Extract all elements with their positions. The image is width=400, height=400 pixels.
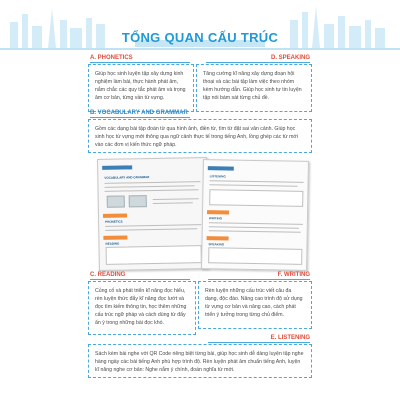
vocabulary-box: [88, 119, 312, 153]
workbook-page-left: [97, 157, 209, 271]
section-title-writing: F. WRITING: [277, 272, 310, 278]
phonetics-box: [88, 64, 194, 112]
speaking-box: [196, 64, 312, 112]
reading-rule: [90, 279, 190, 280]
preview-left-sub: PHONETICS: [105, 219, 123, 224]
workbook-page-right: [201, 159, 309, 271]
preview-left-sub2: READING: [105, 241, 120, 246]
section-title-vocabulary: B. VOCABULARY AND GRAMMAR: [90, 110, 188, 116]
writing-rule: [208, 279, 310, 280]
phonetics-rule: [90, 62, 190, 63]
listening-box: [88, 344, 312, 378]
section-title-speaking: D. SPEAKING: [270, 55, 310, 61]
writing-text: Rèn luyện những cấu trúc viết câu đa dạng, độc đáo. Nâng cao trình độ sử dụng từ vựng cơ bản và nâng cao, cách phát triển ý tưởng trong từng chủ điểm.: [205, 288, 303, 319]
phonetics-text: Giúp học sinh luyện tập xây dựng kinh nghiệm làm bài, thực hành phát âm, nắm chắc các quy tắc phát âm và trọng âm cơ bản, từng vần từ vựng.: [95, 71, 186, 102]
listening-rule: [208, 342, 310, 343]
writing-box: [198, 281, 312, 329]
preview-right-sub: WRITING: [208, 216, 222, 221]
header-banner: [0, 0, 400, 62]
vocabulary-text: Gồm các dạng bài tập đoán từ qua hình ảnh, điền từ, tìm từ đặt sai văn cảnh. Giúp học sinh học từ vựng mới thông qua ngữ cảnh thực tế trong tiếng Anh, lồng ghép các từ mới vào các đơn vị kiến thức ngữ pháp.: [95, 126, 298, 149]
speaking-text: Tăng cường kĩ năng xây dựng đoạn hội thoại và các bài tập làm việc theo nhóm kèm hướng dẫn. Giúp học sinh tự tin luyện tập nói bám sát từng chủ đề.: [203, 71, 302, 102]
preview-right-heading: LISTENING: [209, 174, 226, 179]
preview-right-sub2: SPEAKING: [208, 242, 225, 247]
preview-left-heading: VOCABULARY AND GRAMMAR: [104, 175, 150, 180]
section-title-reading: C. READING: [90, 272, 126, 278]
page-title: TỔNG QUAN CẤU TRÚC: [121, 30, 279, 45]
reading-text: Củng cố và phát triển kĩ năng đọc hiểu, rèn luyện thức đẩy kĩ năng đọc lướt và đọc tìm kiếm thông tin, học thêm những cấu trúc ngữ pháp và cách dùng từ đẩy ẩn ý trong những bài đọc khó.: [95, 288, 187, 327]
section-title-phonetics: A. PHONETICS: [90, 55, 133, 61]
vocabulary-rule: [90, 117, 190, 118]
section-title-listening: E. LISTENING: [270, 335, 310, 341]
speaking-rule: [206, 62, 310, 63]
reading-box: [88, 281, 196, 335]
listening-text: Sách kèm bài nghe với QR Code riêng biệt từng bài, giúp học sinh dễ dàng luyện tập nghe hàng ngày các bài tiếng Anh phù hợp trình độ. Rèn luyện phát âm chuẩn tiếng Anh, luyện kĩ năng nghe cơ bản: Nghe nắm ý chính, đoán nghĩa từ mới.: [95, 351, 304, 374]
workbook-preview: [98, 158, 308, 273]
